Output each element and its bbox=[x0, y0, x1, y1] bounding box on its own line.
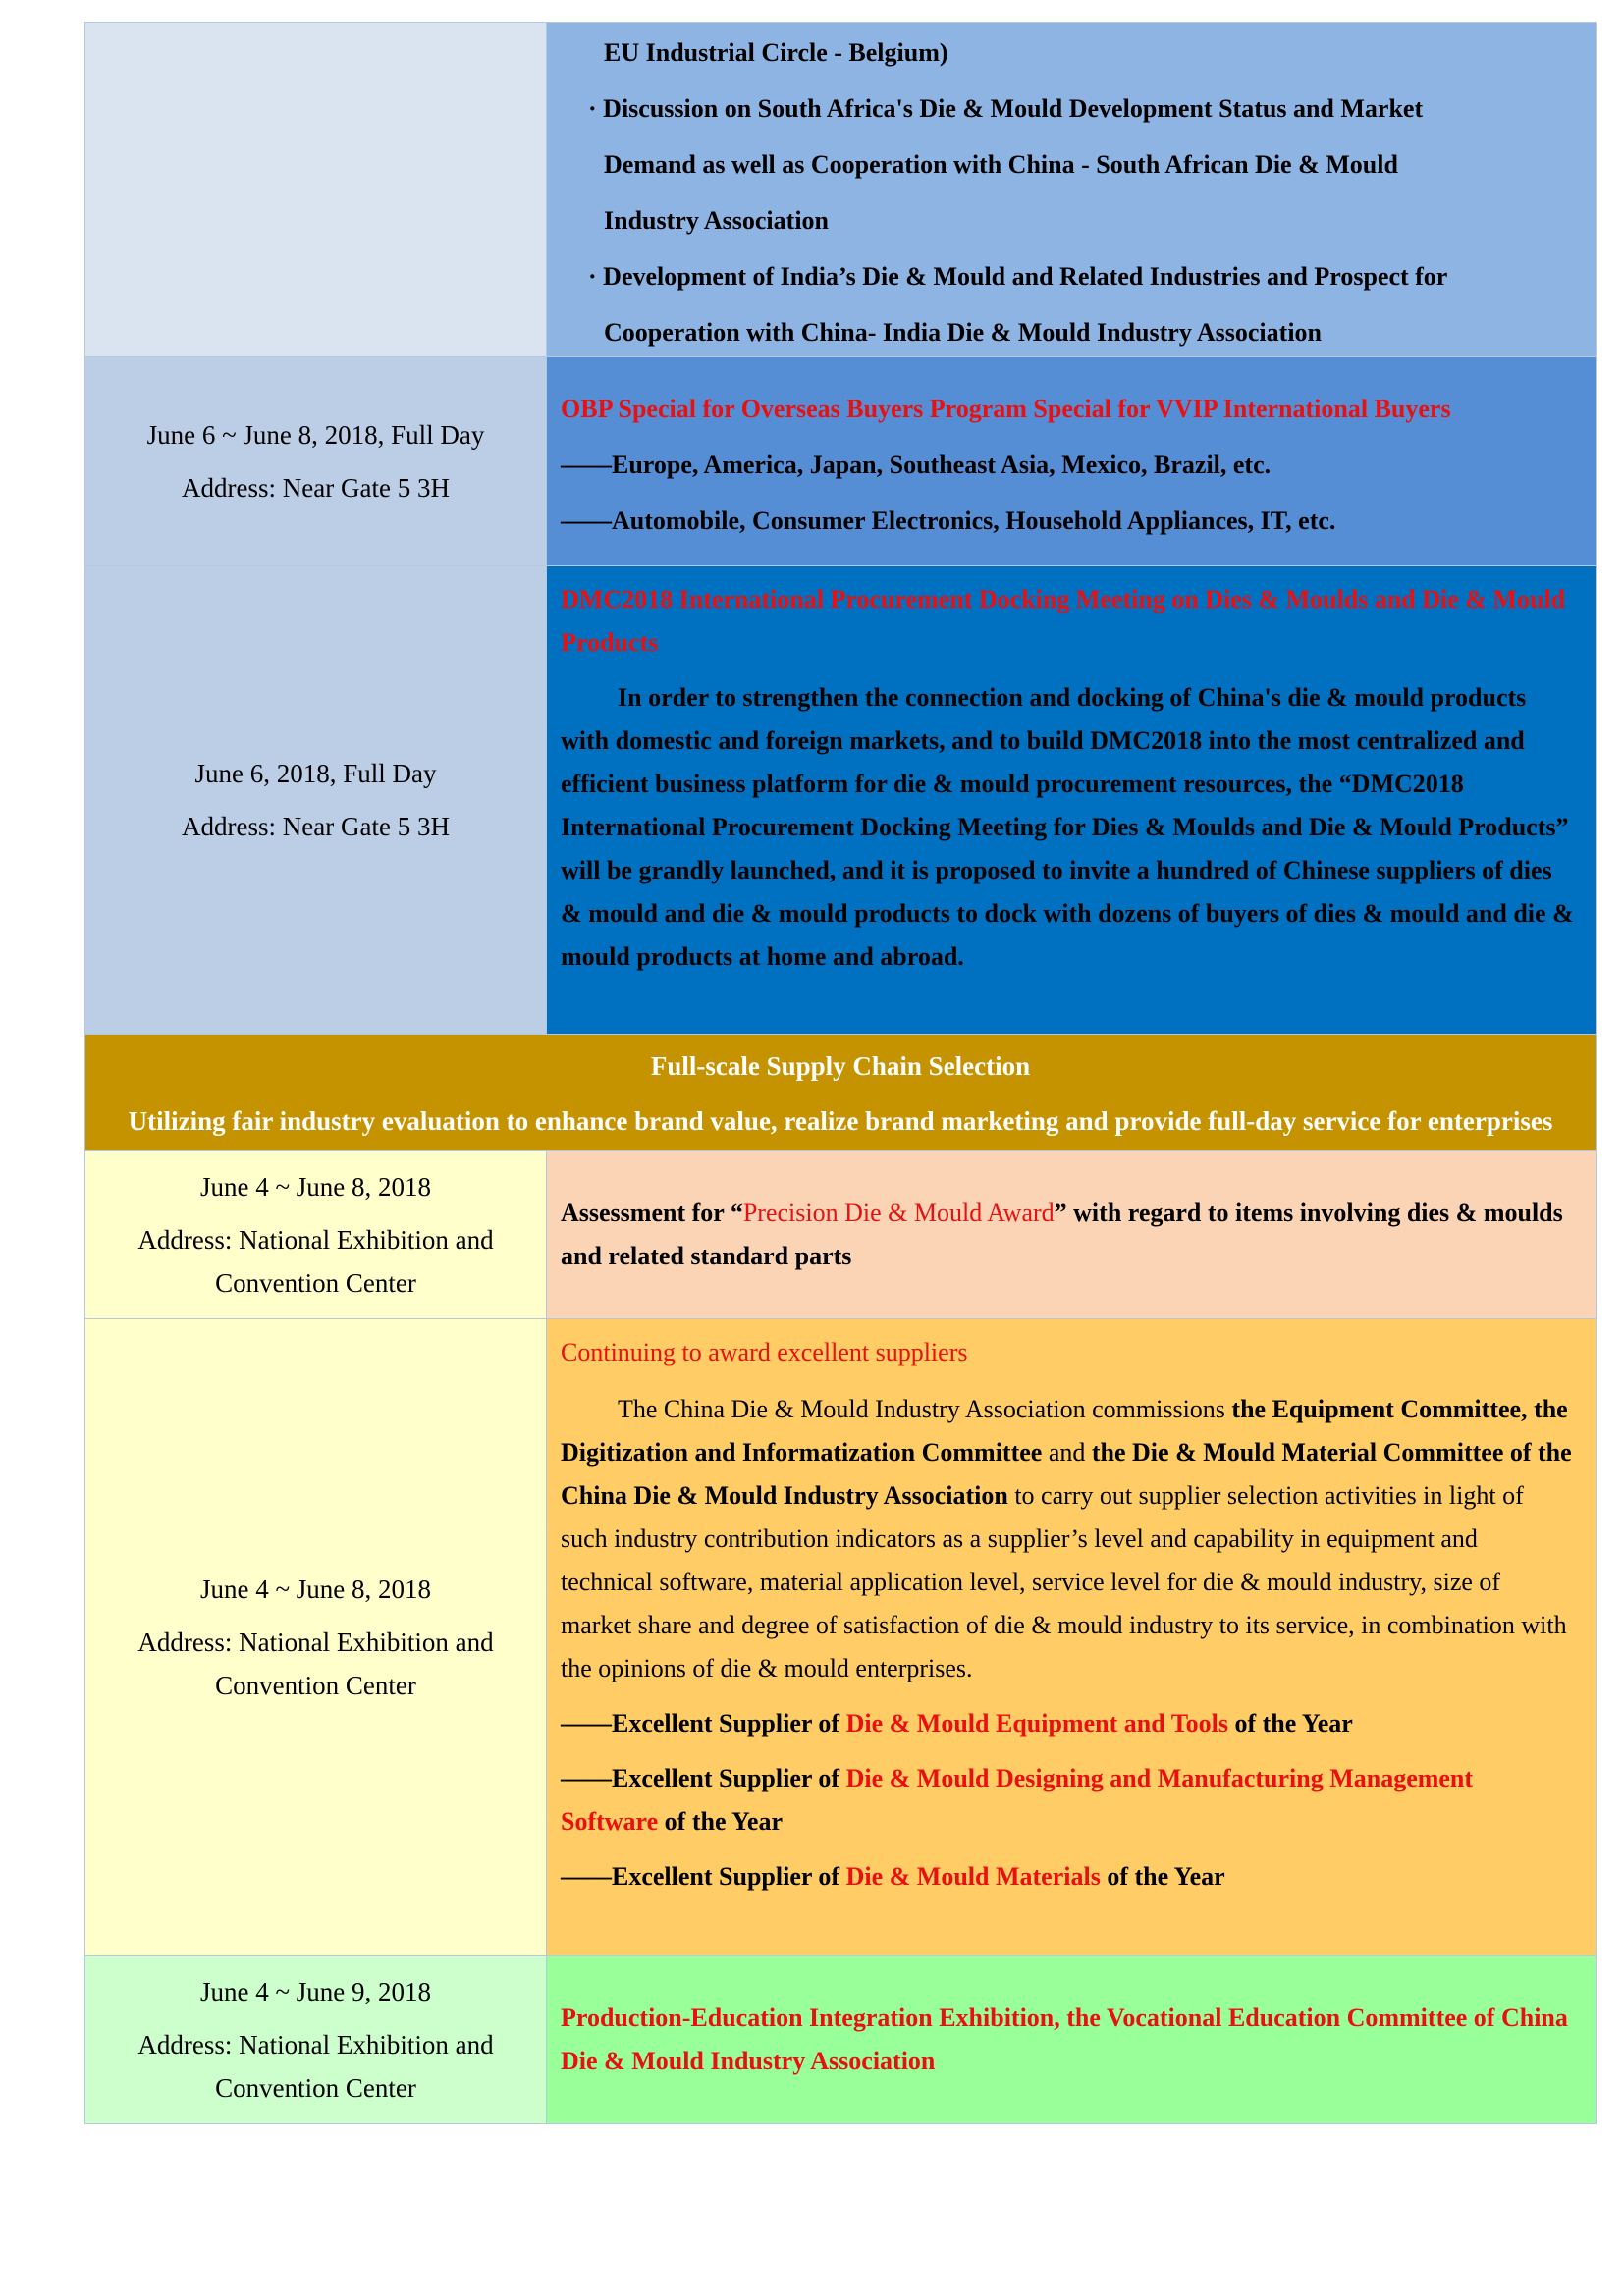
award-post: of the Year bbox=[658, 1807, 783, 1836]
award-post: of the Year bbox=[1100, 1862, 1225, 1891]
row2-address: Address: Near Gate 5 3H bbox=[182, 473, 450, 503]
row1-right-cell bbox=[547, 23, 1596, 356]
row5-body-bold: the Equipment Committee, the Digitization and Informatization Committee bbox=[561, 1395, 1568, 1467]
row4-address: Address: National Exhibition and Convention Center bbox=[137, 1225, 494, 1298]
section-header bbox=[84, 1035, 1597, 1151]
row4-pre: Assessment for “ bbox=[561, 1199, 743, 1227]
row6-left-cell bbox=[85, 1956, 547, 2123]
award-pre: ——Excellent Supplier of bbox=[561, 1764, 846, 1792]
row3-right-cell bbox=[547, 566, 1596, 1034]
row4-left-cell bbox=[85, 1151, 547, 1318]
row5-title: Continuing to award excellent suppliers bbox=[561, 1338, 968, 1366]
row3-address: Address: Near Gate 5 3H bbox=[182, 812, 450, 841]
row3-date: June 6, 2018, Full Day bbox=[194, 759, 437, 788]
row2-right-cell bbox=[547, 357, 1596, 565]
row1-line: · Discussion on South Africa's Die & Mould Development Status and Market bbox=[588, 94, 1424, 123]
row1-line: Industry Association bbox=[604, 206, 829, 235]
award-pre: ——Excellent Supplier of bbox=[561, 1862, 846, 1891]
agenda-row-6 bbox=[84, 1956, 1597, 2124]
row5-body-part: and bbox=[1042, 1438, 1092, 1467]
section-subtitle: Utilizing fair industry evaluation to enhance brand value, realize brand marketing and provide full-day service for enterprises bbox=[128, 1106, 1553, 1136]
row4-text bbox=[561, 1192, 1576, 1278]
row5-body-bold: the Die & Mould Material Committee of the China Die & Mould Industry Association bbox=[561, 1438, 1572, 1510]
row1-line: Demand as well as Cooperation with China - South African Die & Mould bbox=[604, 150, 1398, 179]
agenda-table bbox=[84, 22, 1597, 2124]
row4-award: Precision Die & Mould Award bbox=[742, 1199, 1055, 1227]
row5-award-line bbox=[561, 1757, 1576, 1843]
row4-right-cell bbox=[547, 1151, 1596, 1318]
award-name: Die & Mould Materials bbox=[845, 1862, 1101, 1891]
row2-left-cell bbox=[85, 357, 547, 565]
row6-date: June 4 ~ June 9, 2018 bbox=[199, 1977, 432, 2006]
award-pre: ——Excellent Supplier of bbox=[561, 1709, 846, 1737]
award-name: Die & Mould Designing and Manufacturing Management Software bbox=[561, 1764, 1474, 1836]
row5-award-line bbox=[561, 1855, 1576, 1898]
agenda-row-3 bbox=[84, 566, 1597, 1035]
row5-body-part: The China Die & Mould Industry Association commissions bbox=[618, 1395, 1232, 1423]
agenda-row-2 bbox=[84, 357, 1597, 566]
row2-date: June 6 ~ June 8, 2018, Full Day bbox=[146, 420, 485, 450]
row5-right-cell bbox=[547, 1319, 1596, 1955]
award-name: Die & Mould Equipment and Tools bbox=[845, 1709, 1228, 1737]
row6-right-cell bbox=[547, 1956, 1596, 2123]
row5-left-cell bbox=[85, 1319, 547, 1955]
row5-award-line bbox=[561, 1702, 1576, 1745]
row3-left-cell bbox=[85, 566, 547, 1034]
row5-date: June 4 ~ June 8, 2018 bbox=[199, 1575, 432, 1604]
row3-body: In order to strengthen the connection and docking of China's die & mould products with domestic and foreign markets, and to build DMC2018 into the most centralized and efficient business platform for die & mould procurement resources, the “DMC2018 International Procurement Docking Meeting for Dies & Moulds and Die & Mould Products” will be grandly launched, and it is proposed to invite a hundred of Chinese suppliers of dies & mould and die & mould products to dock with dozens of buyers of dies & mould and die & mould products at home and abroad. bbox=[561, 683, 1574, 971]
section-title: Full-scale Supply Chain Selection bbox=[650, 1051, 1031, 1081]
row1-line: · Development of India’s Die & Mould and Related Industries and Prospect for bbox=[588, 262, 1448, 291]
row6-address: Address: National Exhibition and Convention Center bbox=[137, 2030, 494, 2103]
row1-line: Cooperation with China- India Die & Mould Industry Association bbox=[604, 318, 1322, 347]
row5-body bbox=[561, 1388, 1576, 1690]
row2-item: ——Europe, America, Japan, Southeast Asia, Mexico, Brazil, etc. bbox=[561, 451, 1272, 479]
agenda-row-1 bbox=[84, 23, 1597, 357]
row5-body-part: to carry out supplier selection activities in light of such industry contribution indicators as a supplier’s level and capability in equipment and technical software, material application level, service level for die & mould industry, size of market share and degree of satisfaction of die & mould industry to its service, in combination with the opinions of die & mould enterprises. bbox=[561, 1481, 1567, 1682]
row4-date: June 4 ~ June 8, 2018 bbox=[199, 1172, 432, 1201]
row6-title: Production-Education Integration Exhibition, the Vocational Education Committee of China Die & Mould Industry Association bbox=[561, 2003, 1568, 2075]
award-post: of the Year bbox=[1227, 1709, 1353, 1737]
row4-post: ” with regard to items involving dies & moulds and related standard parts bbox=[561, 1199, 1563, 1270]
row2-title: OBP Special for Overseas Buyers Program Special for VVIP International Buyers bbox=[561, 395, 1451, 423]
agenda-row-4 bbox=[84, 1151, 1597, 1319]
row3-title: DMC2018 International Procurement Docking Meeting on Dies & Moulds and Die & Mould Products bbox=[561, 585, 1566, 657]
row5-address: Address: National Exhibition and Convention Center bbox=[137, 1628, 494, 1700]
row1-left-cell bbox=[85, 23, 547, 356]
row1-line: EU Industrial Circle - Belgium) bbox=[604, 38, 948, 67]
row2-item: ——Automobile, Consumer Electronics, Household Appliances, IT, etc. bbox=[561, 507, 1336, 535]
agenda-row-5 bbox=[84, 1319, 1597, 1956]
